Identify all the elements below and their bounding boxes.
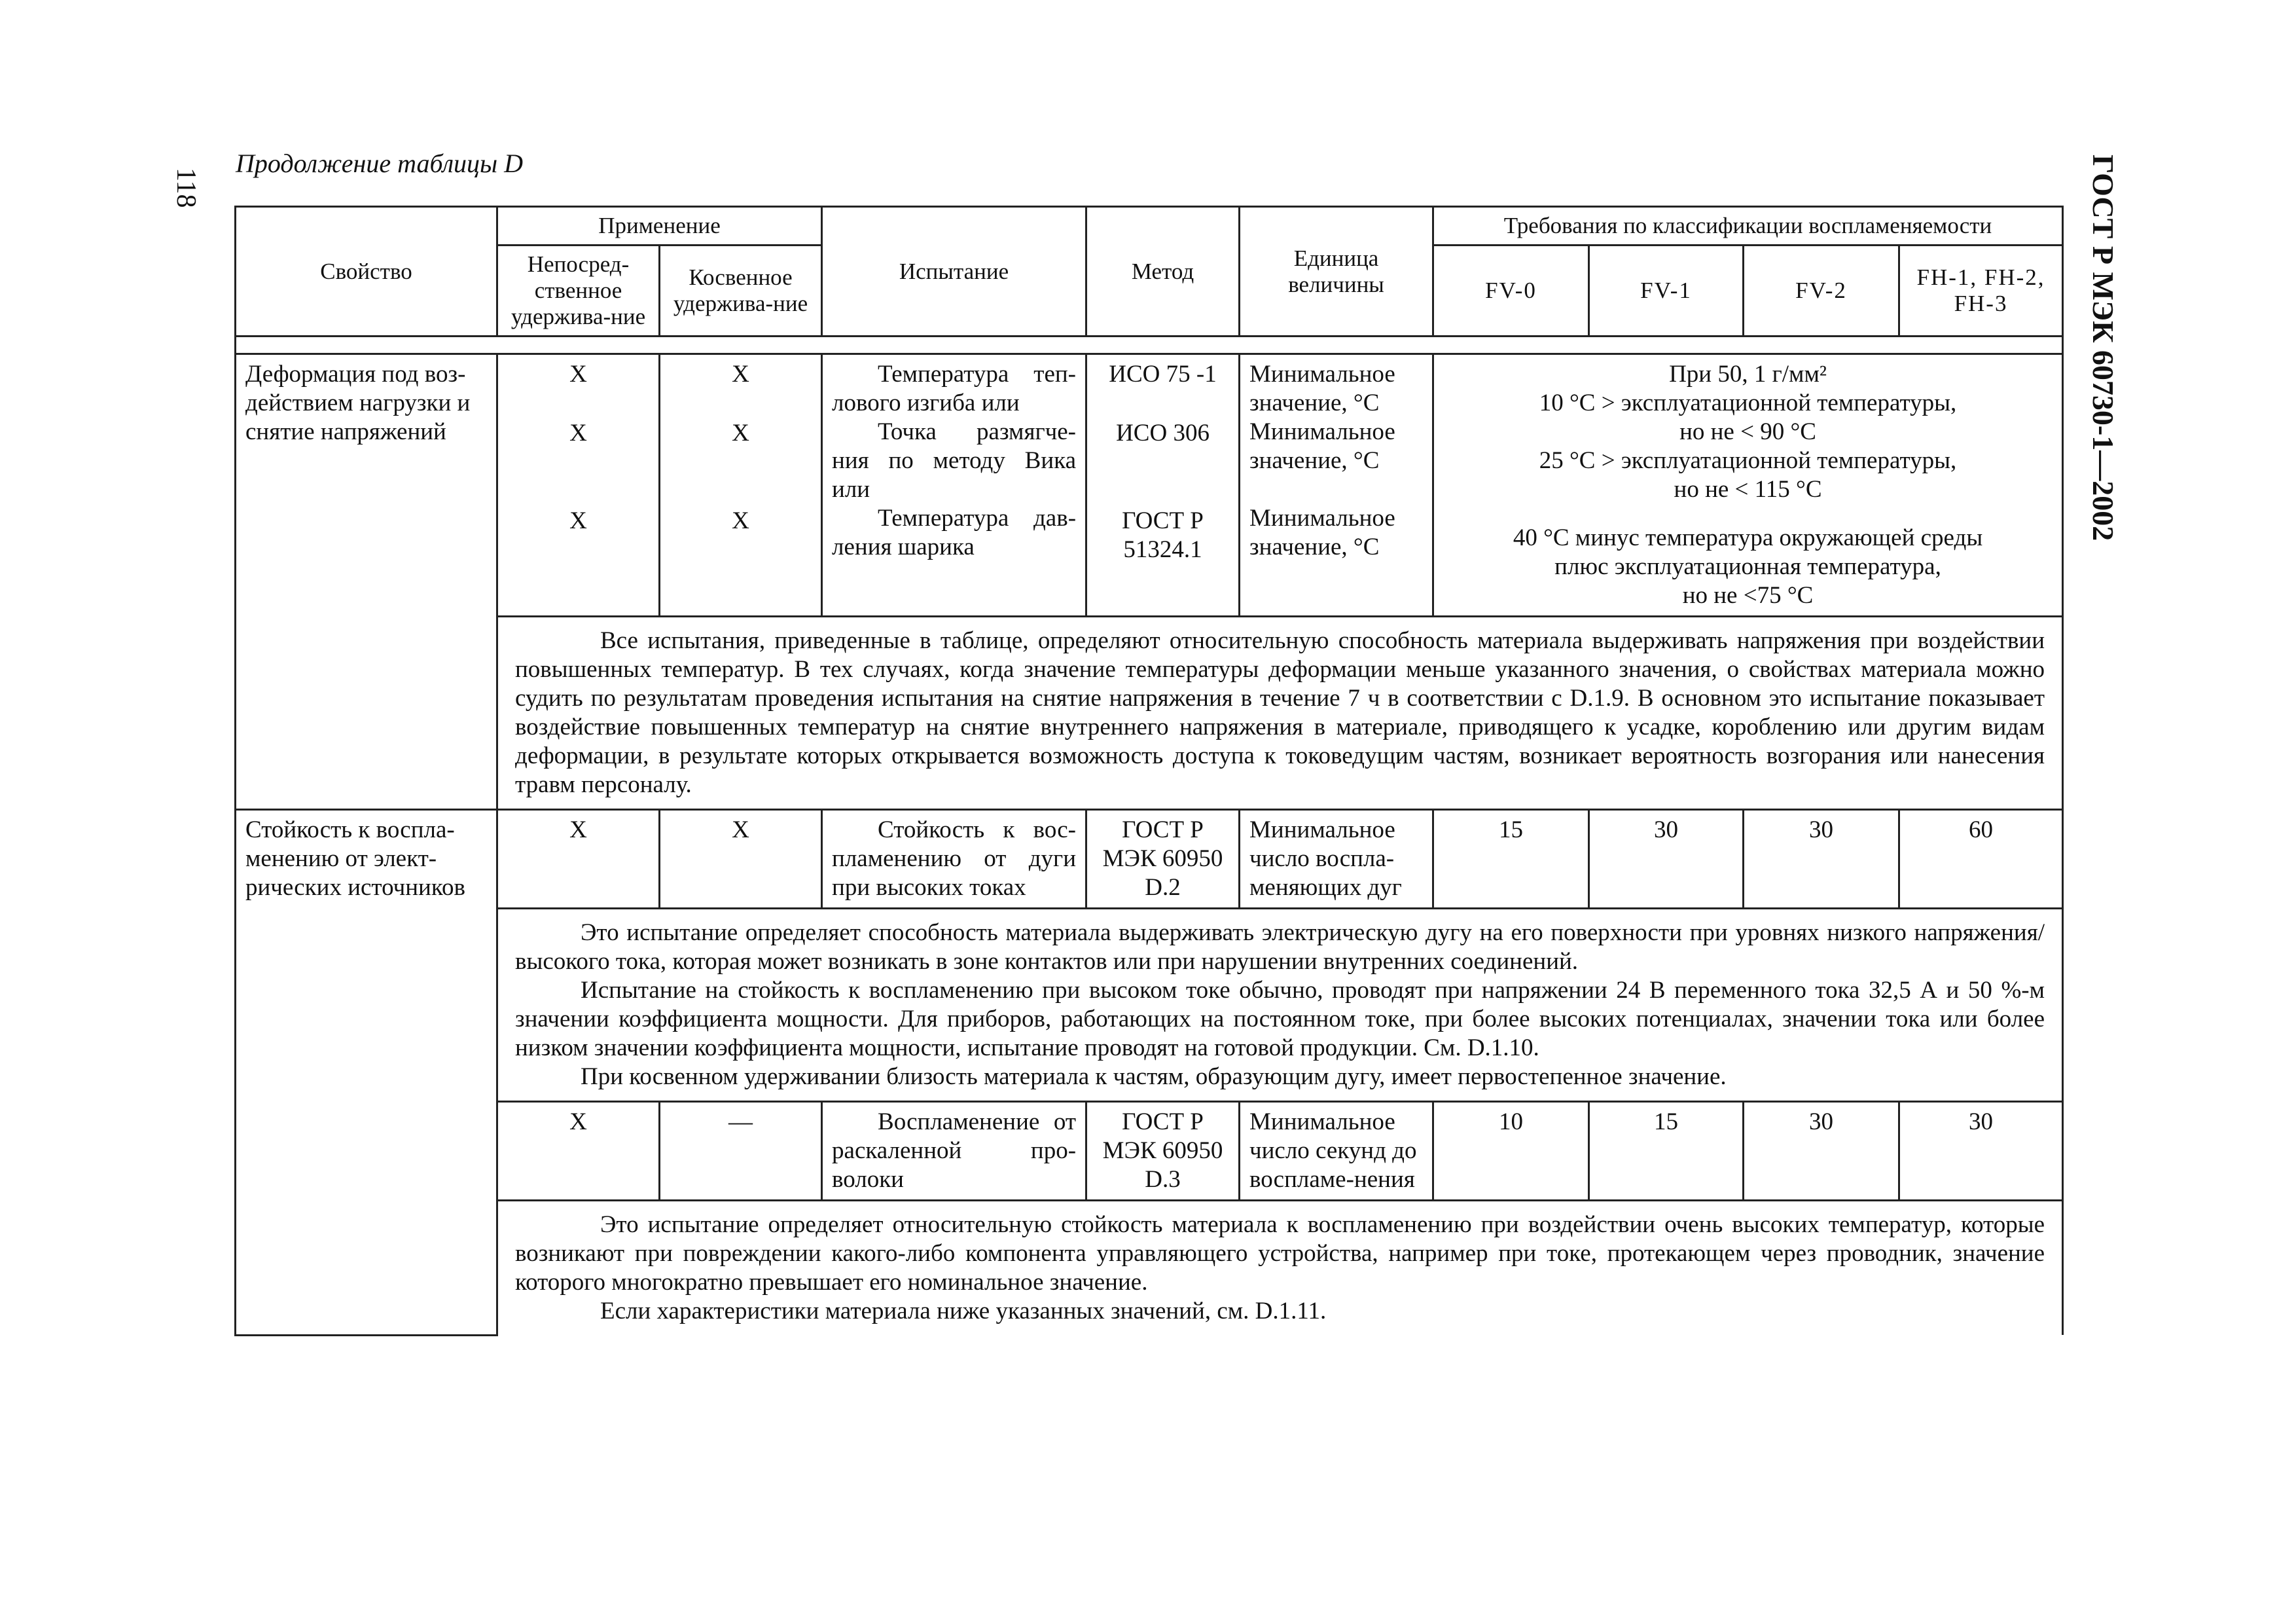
unit-names: Минимальное значение, °С Минимальное значение, °С Минимальное значение, °С: [1240, 354, 1433, 617]
value-fh: 60: [1899, 810, 2063, 909]
value-fv0: 10: [1433, 1102, 1589, 1201]
header-method: Метод: [1086, 207, 1240, 337]
method-names: ИСО 75 -1 ИСО 306 ГОСТ Р 51324.1: [1086, 354, 1240, 617]
test-name: Воспламенение от раскаленной про-волоки: [822, 1102, 1086, 1201]
hot-wire-note: Это испытание определяет относительную стойкость материала к воспламенению при воздействии очень высоких температур, которые возникают при повреждении какого-либо компонента управляющего устройства, например при токе, протекающем через проводник, значение которого многократно превышает его номинальное значение. Если характеристики материала ниже указанных значений, см. D.1.11.: [497, 1201, 2063, 1336]
test-names: Температура теп-лового изгиба или Точка размягче-ния по методу Вика или Температура дав-ления шарика: [822, 354, 1086, 617]
header-test: Испытание: [822, 207, 1086, 337]
table-row: [236, 810, 2063, 909]
property-deformation: Деформация под воз-действием нагрузки и снятие напряжений: [236, 354, 497, 810]
value-fv1: 15: [1589, 1102, 1744, 1201]
table-row: [236, 617, 2063, 810]
value-fv0: 15: [1433, 810, 1589, 909]
header-fv1: FV-1: [1589, 246, 1744, 337]
table-row: [236, 1201, 2063, 1336]
unit-name: Минимальное число воспла-меняющих дуг: [1240, 810, 1433, 909]
header-indirect: Косвенное удержива-ние: [660, 246, 822, 337]
value-fv1: 30: [1589, 810, 1744, 909]
direct-mark: X: [497, 810, 660, 909]
indirect-mark: —: [660, 1102, 822, 1201]
direct-marks: X X X: [497, 354, 660, 617]
method-name: ГОСТ Р МЭК 60950 D.3: [1086, 1102, 1240, 1201]
table-row: [236, 909, 2063, 1102]
property-ignition: Стойкость к воспла-менению от элект-рических источников: [236, 810, 497, 1336]
header-unit: Единица величины: [1240, 207, 1433, 337]
test-name: Стойкость к вос-пламенению от дуги при высоких токах: [822, 810, 1086, 909]
classification-table: [234, 206, 2064, 1336]
value-fv2: 30: [1744, 810, 1899, 909]
table-caption: Продолжение таблицы D: [236, 149, 523, 178]
header-property: Свойство: [236, 207, 497, 337]
value-fh: 30: [1899, 1102, 2063, 1201]
header-fv0: FV-0: [1433, 246, 1589, 337]
table-row: [236, 354, 2063, 617]
indirect-mark: X: [660, 810, 822, 909]
header-direct: Непосред-ственное удержива-ние: [497, 246, 660, 337]
value-fv2: 30: [1744, 1102, 1899, 1201]
unit-name: Минимальное число секунд до воспламе-нения: [1240, 1102, 1433, 1201]
header-fv2: FV-2: [1744, 246, 1899, 337]
direct-mark: X: [497, 1102, 660, 1201]
deformation-note: Все испытания, приведенные в таблице, определяют относительную способность материала выдерживать напряжения при воздействии повышенных температур. В тех случаях, когда значение температуры деформации меньше указанного значения, о свойствах материала можно судить по результатам проведения испытания на снятие напряжения в течение 7 ч в соответствии с D.1.9. В основном это испытание показывает воздействие повышенных температур на снятие внутреннего напряжения в материале, приводящего к усадке, короблению или другим видам деформации, в результате которых открывается возможность доступа к токоведущим частям, возникает вероятность возгорания или нанесения травм персоналу.: [497, 617, 2063, 810]
indirect-marks: X X X: [660, 354, 822, 617]
deformation-requirements: При 50, 1 г/мм² 10 °С > эксплуатационной температуры, но не < 90 °С 25 °С > эксплуатационной температуры, но не < 115 °С 40 °С минус температура окружающей среды плюс эксплуатационная температура, но не <75 °С: [1433, 354, 2063, 617]
header-fh: FH-1, FH-2, FH-3: [1899, 246, 2063, 337]
arc-ignition-note: Это испытание определяет способность материала выдерживать электрическую дугу на его поверхности при уровнях низкого напряжения/высокого тока, которая может возникать в зоне контактов или при нарушении внутренних соединений. Испытание на стойкость к воспламенению при высоком токе обычно, проводят при напряжении 24 В переменного тока 32,5 А и 50 %-м значении коэффициента мощности. Для приборов, работающих на постоянном токе, при более высоких потенциалах, значении тока или более низком значении коэффициента мощности, испытание проводят на готовой продукции. См. D.1.10. При косвенном удерживании близость материала к частям, образующим дугу, имеет первостепенное значение.: [497, 909, 2063, 1102]
table-row: [236, 1102, 2063, 1201]
method-name: ГОСТ Р МЭК 60950 D.2: [1086, 810, 1240, 909]
header-requirements: Требования по классификации воспламеняемости: [1433, 207, 2063, 246]
header-application: Применение: [497, 207, 822, 246]
